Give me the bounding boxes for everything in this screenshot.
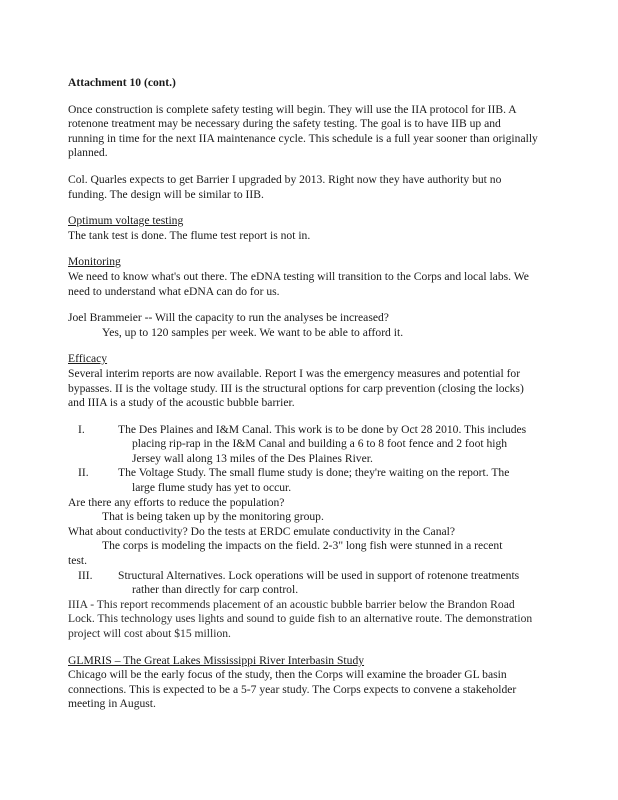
question-population: Are there any efforts to reduce the population?: [68, 495, 285, 509]
answer-population: That is being taken up by the monitoring group.: [102, 510, 324, 524]
paragraph-iiia: IIIA - This report recommends placement of an acoustic bubble barrier below the Brandon Road Lock. This technology uses lights and sound to guide fish to an alternative route. The demonstration project will cost about $15 million.: [68, 597, 533, 640]
list-item-I-line2: placing rip-rap in the I&M Canal and building a 6 to 8 foot fence and 2 foot high: [132, 437, 508, 451]
list-number-II: II.: [78, 466, 89, 480]
list-item-I-line1: The Des Plaines and I&M Canal. This work is to be done by Oct 28 2010. This includes: [118, 422, 527, 436]
list-number-III: III.: [78, 568, 93, 582]
document-body: [68, 76, 538, 712]
list-item-III-line1: Structural Alternatives. Lock operations will be used in support of rotenone treatments: [118, 568, 520, 582]
page-title: Attachment 10 (cont.): [68, 76, 176, 89]
paragraph-monitoring: We need to know what's out there. The eDNA testing will transition to the Corps and local labs. We need to understand what eDNA can do for us.: [68, 269, 529, 298]
list-item-II-line2: large flume study has yet to occur.: [132, 481, 292, 495]
heading-optimum-voltage: Optimum voltage testing: [68, 214, 184, 228]
list-item-II: [68, 466, 538, 495]
list-item-III: [68, 569, 538, 598]
list-item-I-line3: Jersey wall along 13 miles of the Des Plaines River.: [132, 451, 373, 465]
answer-capacity: Yes, up to 120 samples per week. We want to be able to afford it.: [102, 325, 404, 339]
paragraph-efficacy: Several interim reports are now available. Report I was the emergency measures and potential for bypasses. II is the voltage study. III is the structural options for carp prevention (closing the locks) and IIIA is a study of the acoustic bubble barrier.: [68, 366, 524, 410]
question-capacity: Joel Brammeier -- Will the capacity to run the analyses be increased?: [68, 311, 389, 325]
answer-conductivity-line1: The corps is modeling the impacts on the field. 2-3" long fish were stunned in a recent: [102, 539, 503, 553]
paragraph-construction: Once construction is complete safety testing will begin. They will use the IIA protocol for IIB. A rotenone treatment may be necessary during the safety testing. The goal is to have IIB up and running in time for the next IIA maintenance cycle. This schedule is a full year sooner than originally planned.: [68, 102, 538, 160]
answer-conductivity-line2: test.: [68, 554, 87, 568]
heading-monitoring: Monitoring: [68, 255, 121, 269]
paragraph-glmris: Chicago will be the early focus of the study, then the Corps will examine the broader GL basin connections. This is expected to be a 5-7 year study. The Corps expects to convene a stakeholder meeting in August.: [68, 668, 517, 711]
list-item-I: [68, 423, 538, 467]
heading-efficacy: Efficacy: [68, 352, 108, 366]
list-item-III-line2: rather than directly for carp control.: [132, 583, 299, 597]
paragraph-optimum-voltage: The tank test is done. The flume test report is not in.: [68, 228, 311, 242]
paragraph-barrier-i: Col. Quarles expects to get Barrier I upgraded by 2013. Right now they have authority but no funding. The design will be similar to IIB.: [68, 172, 502, 201]
heading-glmris: GLMRIS – The Great Lakes Mississippi River Interbasin Study: [68, 653, 365, 667]
list-item-II-line1: The Voltage Study. The small flume study is done; they're waiting on the report. The: [118, 466, 510, 480]
list-number-I: I.: [78, 422, 85, 436]
question-conductivity: What about conductivity? Do the tests at ERDC emulate conductivity in the Canal?: [68, 524, 456, 538]
